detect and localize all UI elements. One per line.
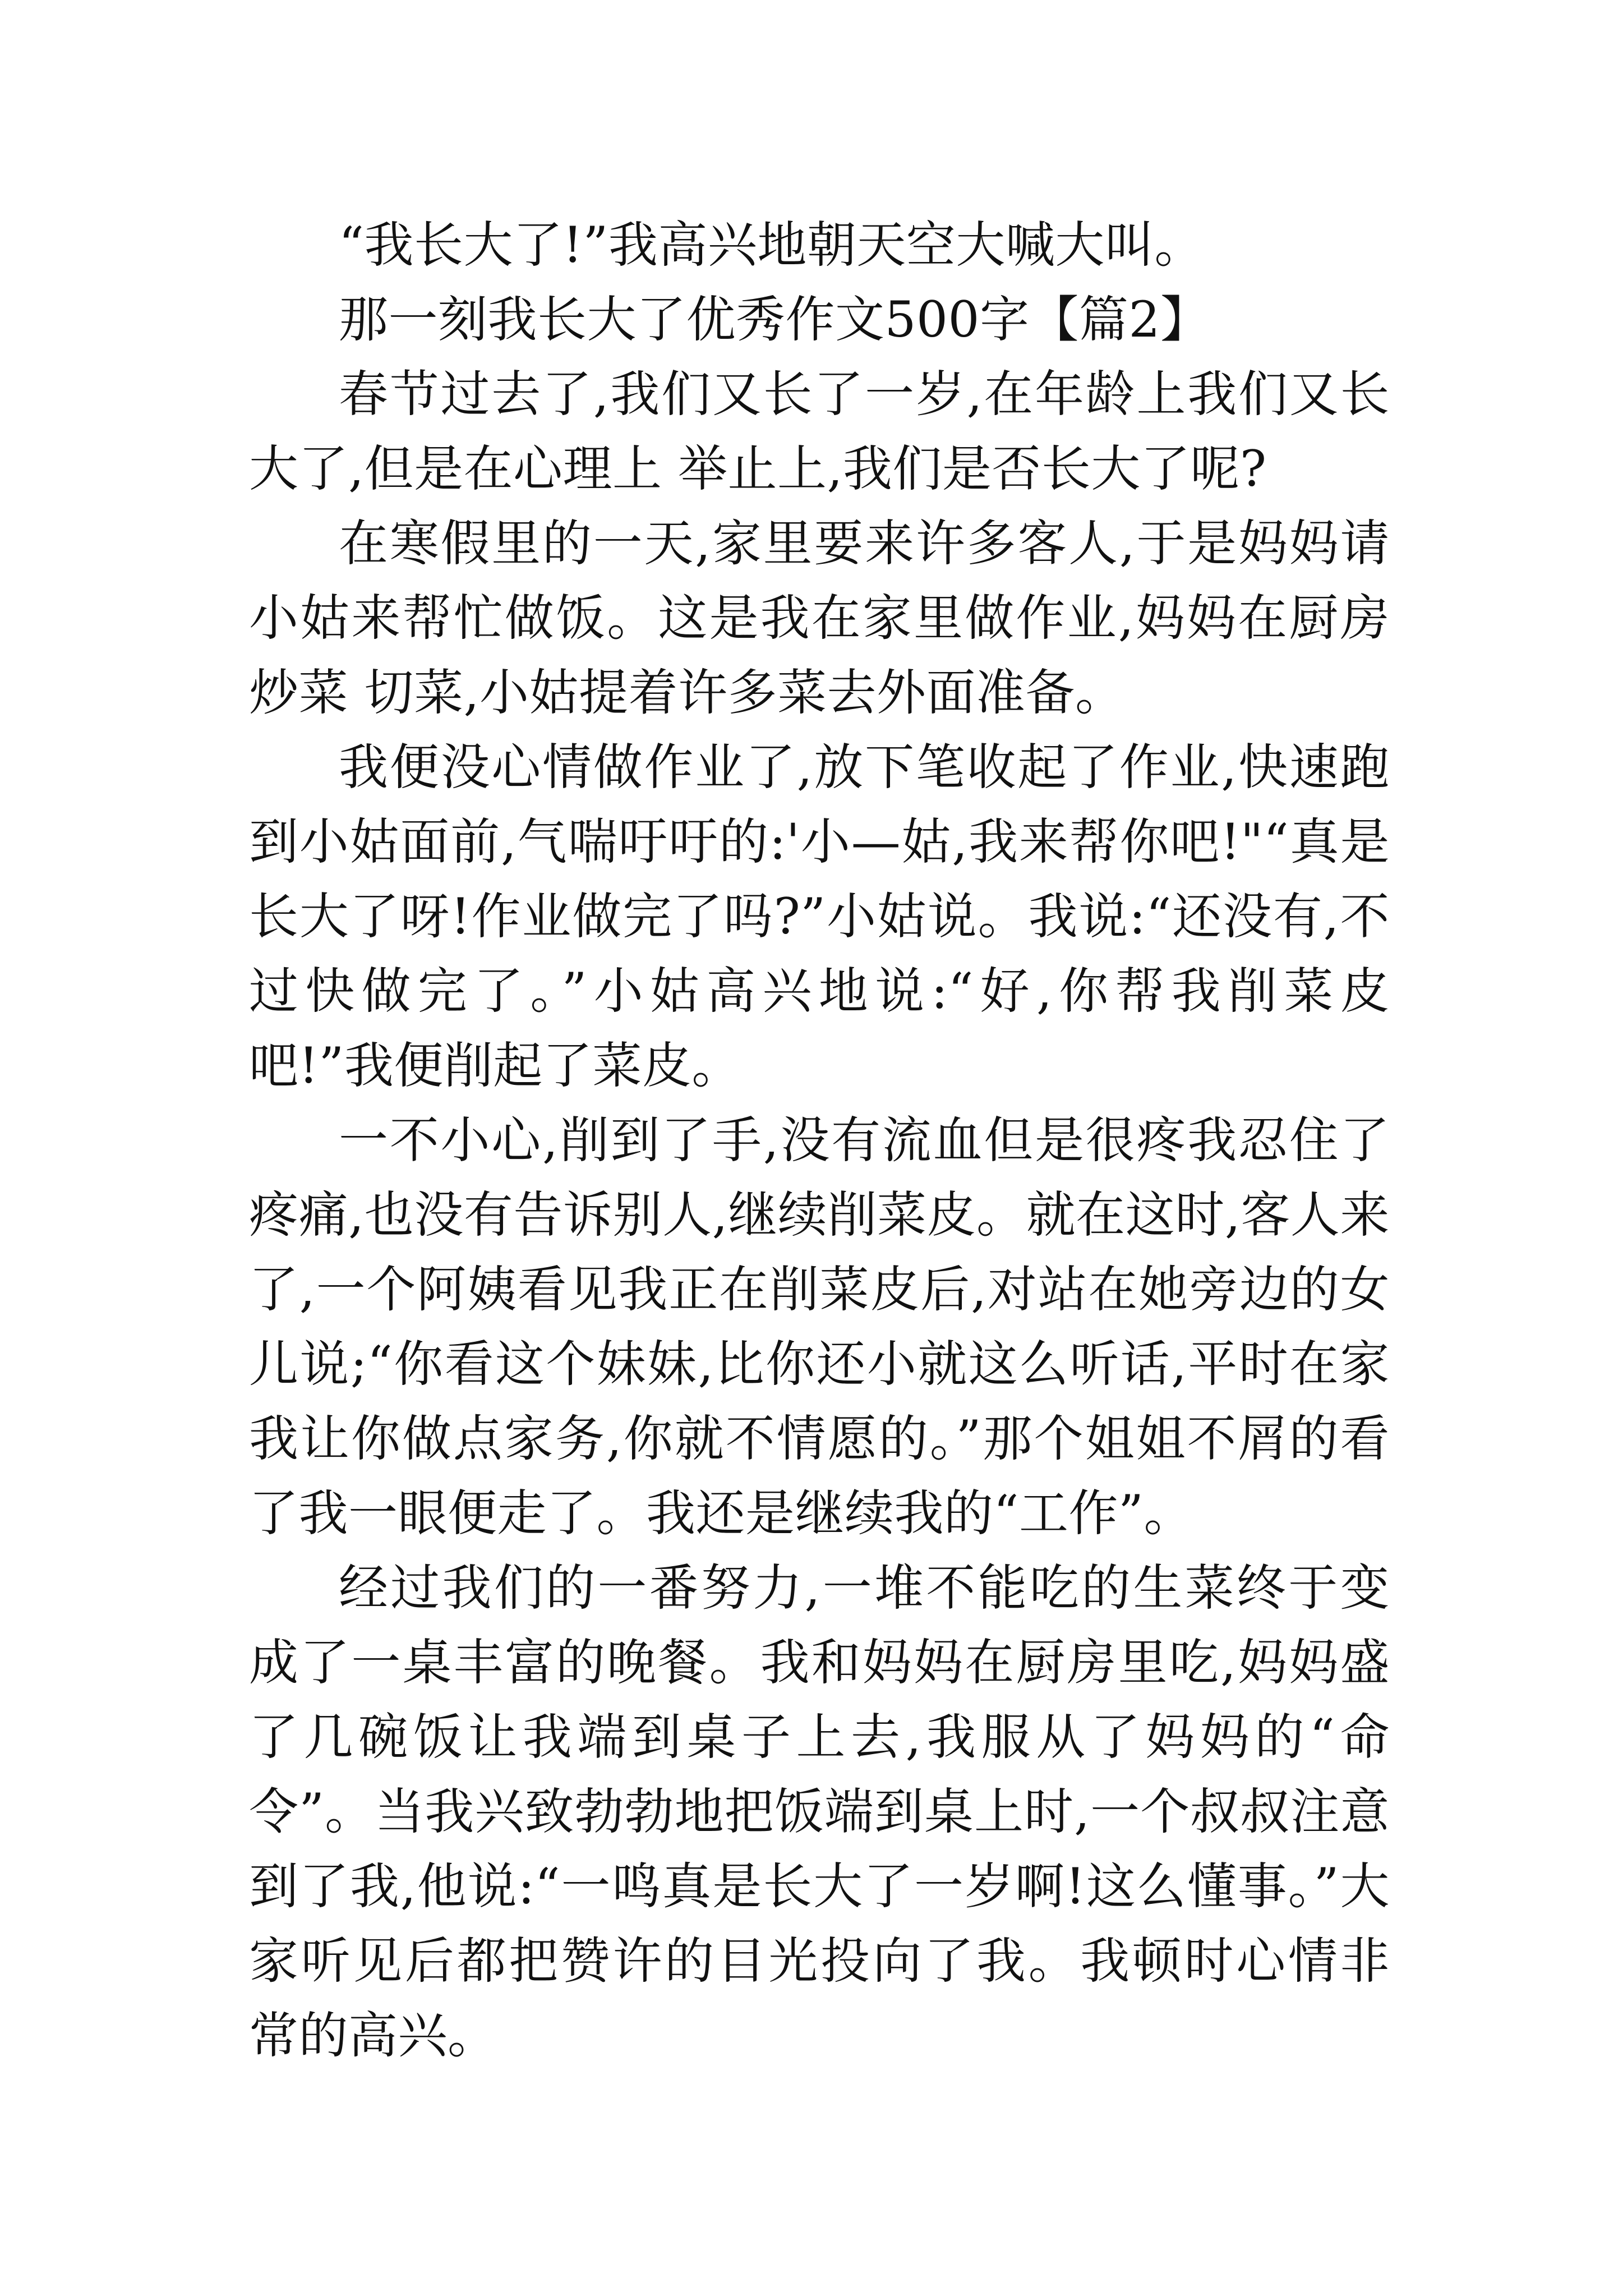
paragraph-closing-quote: “我长大了!”我高兴地朝天空大喊大叫。 [339,216,1204,274]
paragraph-helping-aunt: 我便没心情做作业了,放下笔收起了作业,快速跑到小姑面前,气喘吁吁的:'小—姑,我来帮你吧!"“真是长大了呀!作业做完了吗?”小姑说。我说:“还没有,不过快做完了。”小姑高兴地说:“好,你帮我削菜皮吧!”我便削起了菜皮。 [249,738,1390,1094]
paragraph-cut-finger: 一不小心,削到了手,没有流血但是很疼我忍住了疼痛,也没有告诉别人,继续削菜皮。就在这时,客人来了,一个阿姨看见我正在削菜皮后,对站在她旁边的女儿说;“你看这个妹妹,比你还小就这么听话,平时在家我让你做点家务,你就不情愿的。”那个姐姐不屑的看了我一眼便走了。我还是继续我的“工作”。 [249,1111,1390,1542]
paragraph-dinner: 经过我们的一番努力,一堆不能吃的生菜终于变成了一桌丰富的晚餐。我和妈妈在厨房里吃,妈妈盛了几碗饭让我端到桌子上去,我服从了妈妈的“命令”。当我兴致勃勃地把饭端到桌上时,一个叔叔注意到了我,他说:“一鸣真是长大了一岁啊!这么懂事。”大家听见后都把赞许的目光投向了我。我顿时心情非常的高兴。 [249,1559,1390,2064]
essay-body [249,208,1390,2073]
section-heading: 那一刻我长大了优秀作文500字【篇2】 [339,291,1210,348]
paragraph-winter-holiday: 在寒假里的一天,家里要来许多客人,于是妈妈请小姑来帮忙做饭。这是我在家里做作业,妈妈在厨房炒菜 切菜,小姑提着许多菜去外面准备。 [249,514,1390,721]
paragraph-spring-festival: 春节过去了,我们又长了一岁,在年龄上我们又长大了,但是在心理上 举止上,我们是否长大了呢? [249,365,1390,498]
